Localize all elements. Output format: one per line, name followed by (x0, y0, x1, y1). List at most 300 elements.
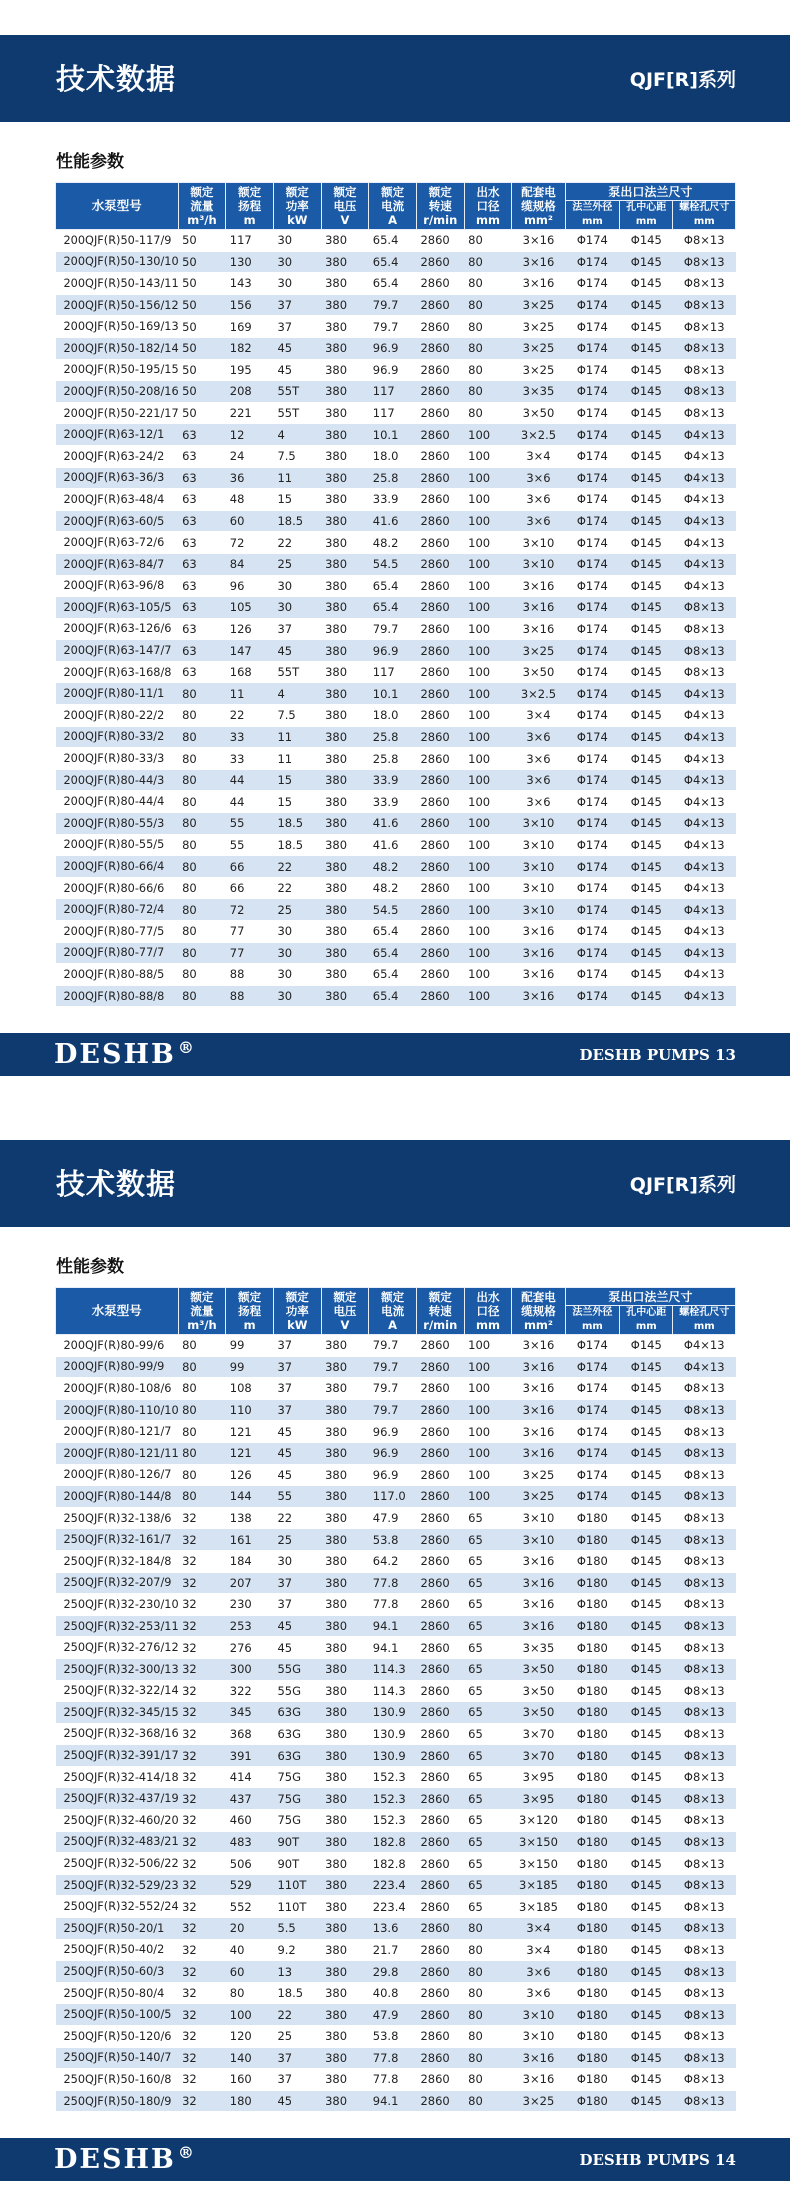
value-cell: 2860 (416, 553, 464, 575)
value-cell: Φ145 (620, 251, 673, 273)
value-cell: Φ174 (565, 683, 619, 705)
model-cell: 200QJF(R)80-11/1 (56, 683, 179, 705)
value-cell: 32 (178, 2026, 226, 2048)
value-cell: 138 (226, 1507, 274, 1529)
value-cell: 3×70 (512, 1723, 565, 1745)
header-model: 水泵型号 (56, 183, 179, 230)
value-cell: 80 (178, 705, 226, 727)
value-cell: 2860 (416, 1939, 464, 1961)
value-cell: 3×16 (512, 964, 565, 986)
table-row (56, 553, 736, 575)
table-row (56, 1853, 736, 1875)
value-cell: Φ4×13 (673, 489, 736, 511)
value-cell: 3×16 (512, 1572, 565, 1594)
model-cell: 200QJF(R)80-44/3 (56, 769, 179, 791)
table-row (56, 359, 736, 381)
header-cable: 配套电 缆规格 mm² (512, 183, 565, 230)
value-cell: 80 (178, 921, 226, 943)
value-cell: 80 (178, 1356, 226, 1378)
model-cell: 200QJF(R)50-130/10 (56, 251, 179, 273)
value-cell: 63 (178, 640, 226, 662)
value-cell: Φ174 (565, 445, 619, 467)
value-cell: 168 (226, 661, 274, 683)
value-cell: Φ174 (565, 273, 619, 295)
value-cell: 3×6 (512, 467, 565, 489)
value-cell: 18.5 (273, 834, 321, 856)
value-cell: 55T (273, 402, 321, 424)
top-margin (0, 1105, 790, 1140)
value-cell: Φ8×13 (673, 1723, 736, 1745)
table-row (56, 1486, 736, 1508)
value-cell: 2860 (416, 402, 464, 424)
value-cell: 105 (226, 597, 274, 619)
value-cell: 2860 (416, 1982, 464, 2004)
value-cell: 3×35 (512, 381, 565, 403)
value-cell: 80 (178, 813, 226, 835)
value-cell: Φ8×13 (673, 1918, 736, 1940)
value-cell: 45 (273, 1615, 321, 1637)
value-cell: 160 (226, 2069, 274, 2091)
value-cell: Φ145 (620, 575, 673, 597)
value-cell: 9.2 (273, 1939, 321, 1961)
table-row (56, 1399, 736, 1421)
value-cell: Φ145 (620, 2004, 673, 2026)
value-cell: Φ8×13 (673, 1550, 736, 1572)
value-cell: 3×16 (512, 597, 565, 619)
value-cell: Φ145 (620, 726, 673, 748)
table-row (56, 1637, 736, 1659)
value-cell: 156 (226, 294, 274, 316)
value-cell: 195 (226, 359, 274, 381)
model-cell: 200QJF(R)63-24/2 (56, 445, 179, 467)
value-cell: 90T (273, 1853, 321, 1875)
value-cell: Φ145 (620, 964, 673, 986)
model-cell: 200QJF(R)50-208/16 (56, 381, 179, 403)
value-cell: 380 (321, 424, 369, 446)
value-cell: Φ8×13 (673, 1486, 736, 1508)
value-cell: 5.5 (273, 1918, 321, 1940)
value-cell: Φ4×13 (673, 985, 736, 1007)
value-cell: 100 (464, 942, 512, 964)
value-cell: 100 (464, 1421, 512, 1443)
value-cell: 184 (226, 1550, 274, 1572)
page-title: 技术数据 (56, 62, 177, 96)
value-cell: 65 (464, 1810, 512, 1832)
value-cell: 380 (321, 294, 369, 316)
value-cell: 65 (464, 1529, 512, 1551)
model-cell: 250QJF(R)32-161/7 (56, 1529, 179, 1551)
header-hole_center: 孔中心距 mm (620, 1306, 673, 1335)
header-power: 额定 功率 kW (273, 1288, 321, 1335)
value-cell: 2860 (416, 2004, 464, 2026)
model-cell: 200QJF(R)80-66/6 (56, 877, 179, 899)
value-cell: 53.8 (369, 1529, 417, 1551)
value-cell: Φ8×13 (673, 1421, 736, 1443)
value-cell: 3×16 (512, 1356, 565, 1378)
table-row (56, 1658, 736, 1680)
value-cell: 45 (273, 1421, 321, 1443)
top-margin (0, 0, 790, 35)
value-cell: 32 (178, 1637, 226, 1659)
value-cell: Φ145 (620, 1745, 673, 1767)
value-cell: 380 (321, 877, 369, 899)
value-cell: Φ145 (620, 445, 673, 467)
value-cell: 15 (273, 489, 321, 511)
table-row (56, 1680, 736, 1702)
model-cell: 250QJF(R)32-230/10 (56, 1594, 179, 1616)
value-cell: 50 (178, 359, 226, 381)
value-cell: 3×6 (512, 726, 565, 748)
header-hole_center: 孔中心距 mm (620, 201, 673, 230)
value-cell: Φ8×13 (673, 1766, 736, 1788)
value-cell: 380 (321, 1507, 369, 1529)
value-cell: 37 (273, 1378, 321, 1400)
value-cell: 37 (273, 1594, 321, 1616)
table-row (56, 856, 736, 878)
value-cell: Φ174 (565, 489, 619, 511)
value-cell: 48.2 (369, 877, 417, 899)
value-cell: Φ8×13 (673, 294, 736, 316)
value-cell: 100 (464, 445, 512, 467)
value-cell: 65.4 (369, 942, 417, 964)
value-cell: 96.9 (369, 1464, 417, 1486)
value-cell: Φ8×13 (673, 1853, 736, 1875)
model-cell: 200QJF(R)50-221/17 (56, 402, 179, 424)
header-flange-group: 泵出口法兰尺寸 (565, 183, 735, 201)
value-cell: 380 (321, 1680, 369, 1702)
value-cell: 80 (464, 1918, 512, 1940)
header-flow: 额定 流量 m³/h (178, 1288, 226, 1335)
value-cell: 10.1 (369, 683, 417, 705)
model-cell: 250QJF(R)50-140/7 (56, 2047, 179, 2069)
value-cell: 63G (273, 1723, 321, 1745)
value-cell: 380 (321, 769, 369, 791)
value-cell: Φ8×13 (673, 1896, 736, 1918)
value-cell: 100 (464, 553, 512, 575)
header-flow: 额定 流量 m³/h (178, 183, 226, 230)
value-cell: 380 (321, 899, 369, 921)
value-cell: 3×10 (512, 834, 565, 856)
value-cell: Φ145 (620, 424, 673, 446)
table-row (56, 1961, 736, 1983)
value-cell: 3×4 (512, 705, 565, 727)
value-cell: 3×50 (512, 1702, 565, 1724)
value-cell: 25.8 (369, 467, 417, 489)
table-row (56, 964, 736, 986)
page-header (0, 35, 790, 122)
value-cell: 50 (178, 230, 226, 252)
value-cell: Φ145 (620, 769, 673, 791)
value-cell: 2860 (416, 2047, 464, 2069)
value-cell: 48.2 (369, 856, 417, 878)
value-cell: Φ145 (620, 2090, 673, 2112)
value-cell: 48.2 (369, 532, 417, 554)
value-cell: Φ4×13 (673, 553, 736, 575)
value-cell: Φ4×13 (673, 813, 736, 835)
table-row (56, 510, 736, 532)
value-cell: Φ145 (620, 1356, 673, 1378)
value-cell: 65.4 (369, 921, 417, 943)
header-current: 额定 电流 A (369, 183, 417, 230)
value-cell: 380 (321, 2026, 369, 2048)
value-cell: Φ4×13 (673, 424, 736, 446)
table-row (56, 424, 736, 446)
value-cell: 380 (321, 532, 369, 554)
value-cell: Φ8×13 (673, 1788, 736, 1810)
value-cell: 143 (226, 273, 274, 295)
value-cell: 2860 (416, 532, 464, 554)
value-cell: Φ180 (565, 1918, 619, 1940)
value-cell: 3×16 (512, 1335, 565, 1357)
table-row (56, 705, 736, 727)
value-cell: 380 (321, 1637, 369, 1659)
value-cell: 2860 (416, 1421, 464, 1443)
value-cell: 80 (464, 1982, 512, 2004)
value-cell: 2860 (416, 1658, 464, 1680)
value-cell: 380 (321, 1853, 369, 1875)
value-cell: 223.4 (369, 1896, 417, 1918)
value-cell: Φ8×13 (673, 2004, 736, 2026)
value-cell: 30 (273, 921, 321, 943)
value-cell: 75G (273, 1810, 321, 1832)
value-cell: Φ145 (620, 1399, 673, 1421)
value-cell: 380 (321, 748, 369, 770)
value-cell: 80 (464, 230, 512, 252)
value-cell: 2860 (416, 230, 464, 252)
table-row (56, 1745, 736, 1767)
table-row (56, 2047, 736, 2069)
value-cell: 2860 (416, 597, 464, 619)
value-cell: 380 (321, 1982, 369, 2004)
table-header (56, 183, 736, 230)
value-cell: 33.9 (369, 769, 417, 791)
value-cell: Φ145 (620, 1335, 673, 1357)
value-cell: Φ145 (620, 942, 673, 964)
header-cable: 配套电 缆规格 mm² (512, 1288, 565, 1335)
value-cell: 63 (178, 553, 226, 575)
value-cell: 25.8 (369, 726, 417, 748)
value-cell: 79.7 (369, 1378, 417, 1400)
value-cell: 100 (464, 683, 512, 705)
value-cell: 100 (464, 661, 512, 683)
page-title: 技术数据 (56, 1167, 177, 1201)
value-cell: 152.3 (369, 1766, 417, 1788)
value-cell: Φ8×13 (673, 1615, 736, 1637)
value-cell: 3×10 (512, 813, 565, 835)
value-cell: Φ174 (565, 899, 619, 921)
value-cell: Φ145 (620, 1896, 673, 1918)
table-row (56, 230, 736, 252)
value-cell: Φ145 (620, 661, 673, 683)
header-outlet: 出水 口径 mm (464, 1288, 512, 1335)
value-cell: Φ4×13 (673, 877, 736, 899)
value-cell: 2860 (416, 640, 464, 662)
value-cell: Φ145 (620, 640, 673, 662)
model-cell: 200QJF(R)80-33/2 (56, 726, 179, 748)
value-cell: Φ174 (565, 251, 619, 273)
value-cell: Φ145 (620, 402, 673, 424)
value-cell: 100 (464, 575, 512, 597)
value-cell: 2860 (416, 1702, 464, 1724)
value-cell: Φ174 (565, 1442, 619, 1464)
value-cell: Φ174 (565, 769, 619, 791)
table-row (56, 877, 736, 899)
table-row (56, 1723, 736, 1745)
value-cell: 22 (273, 2004, 321, 2026)
value-cell: 32 (178, 1896, 226, 1918)
value-cell: 380 (321, 1572, 369, 1594)
value-cell: Φ8×13 (673, 1702, 736, 1724)
value-cell: 2860 (416, 381, 464, 403)
value-cell: 391 (226, 1745, 274, 1767)
value-cell: 72 (226, 899, 274, 921)
model-cell: 250QJF(R)32-184/8 (56, 1550, 179, 1572)
value-cell: 182.8 (369, 1831, 417, 1853)
value-cell: 80 (178, 1378, 226, 1400)
model-cell: 200QJF(R)63-105/5 (56, 597, 179, 619)
value-cell: 2860 (416, 964, 464, 986)
value-cell: 3×185 (512, 1896, 565, 1918)
value-cell: 110 (226, 1399, 274, 1421)
value-cell: 3×16 (512, 1399, 565, 1421)
model-cell: 200QJF(R)80-55/3 (56, 813, 179, 835)
value-cell: 3×25 (512, 337, 565, 359)
value-cell: 80 (178, 748, 226, 770)
value-cell: Φ4×13 (673, 575, 736, 597)
value-cell: Φ174 (565, 532, 619, 554)
value-cell: 117.0 (369, 1486, 417, 1508)
value-cell: 37 (273, 618, 321, 640)
value-cell: 2860 (416, 1723, 464, 1745)
value-cell: Φ8×13 (673, 1464, 736, 1486)
value-cell: 65 (464, 1896, 512, 1918)
value-cell: 32 (178, 1572, 226, 1594)
value-cell: 3×25 (512, 640, 565, 662)
value-cell: 65 (464, 1874, 512, 1896)
value-cell: 182 (226, 337, 274, 359)
value-cell: Φ8×13 (673, 1572, 736, 1594)
value-cell: Φ174 (565, 337, 619, 359)
value-cell: 130 (226, 251, 274, 273)
value-cell: 88 (226, 964, 274, 986)
value-cell: 2860 (416, 1831, 464, 1853)
table-row (56, 1507, 736, 1529)
table-row (56, 791, 736, 813)
table-row (56, 489, 736, 511)
value-cell: 65 (464, 1594, 512, 1616)
value-cell: Φ180 (565, 1853, 619, 1875)
value-cell: Φ4×13 (673, 899, 736, 921)
value-cell: Φ145 (620, 1874, 673, 1896)
value-cell: 100 (464, 856, 512, 878)
value-cell: 2860 (416, 769, 464, 791)
value-cell: 380 (321, 1723, 369, 1745)
value-cell: 117 (369, 402, 417, 424)
value-cell: Φ174 (565, 553, 619, 575)
table-row (56, 1594, 736, 1616)
value-cell: 230 (226, 1594, 274, 1616)
table-row (56, 445, 736, 467)
value-cell: 65 (464, 1637, 512, 1659)
model-cell: 200QJF(R)63-48/4 (56, 489, 179, 511)
value-cell: 37 (273, 1356, 321, 1378)
table-row (56, 532, 736, 554)
value-cell: 77.8 (369, 2047, 417, 2069)
value-cell: Φ145 (620, 510, 673, 532)
value-cell: Φ145 (620, 985, 673, 1007)
value-cell: 79.7 (369, 294, 417, 316)
value-cell: 80 (464, 273, 512, 295)
value-cell: Φ174 (565, 359, 619, 381)
value-cell: Φ180 (565, 1939, 619, 1961)
value-cell: 223.4 (369, 1874, 417, 1896)
value-cell: Φ8×13 (673, 2069, 736, 2091)
model-cell: 200QJF(R)80-66/4 (56, 856, 179, 878)
value-cell: Φ145 (620, 748, 673, 770)
value-cell: 50 (178, 273, 226, 295)
model-cell: 200QJF(R)63-96/8 (56, 575, 179, 597)
value-cell: Φ145 (620, 856, 673, 878)
value-cell: 45 (273, 1637, 321, 1659)
value-cell: 65 (464, 1831, 512, 1853)
value-cell: 53.8 (369, 2026, 417, 2048)
value-cell: 380 (321, 251, 369, 273)
value-cell: 100 (464, 1356, 512, 1378)
value-cell: Φ145 (620, 553, 673, 575)
value-cell: 48 (226, 489, 274, 511)
value-cell: Φ180 (565, 1702, 619, 1724)
value-cell: 2860 (416, 1788, 464, 1810)
value-cell: 2860 (416, 510, 464, 532)
value-cell: 152.3 (369, 1788, 417, 1810)
value-cell: Φ145 (620, 1831, 673, 1853)
value-cell: 2860 (416, 359, 464, 381)
value-cell: Φ180 (565, 2090, 619, 2112)
value-cell: Φ145 (620, 1702, 673, 1724)
value-cell: 100 (464, 813, 512, 835)
value-cell: Φ145 (620, 1442, 673, 1464)
value-cell: 54.5 (369, 899, 417, 921)
value-cell: 80 (464, 316, 512, 338)
catalog-page-14 (0, 1105, 790, 2210)
value-cell: Φ4×13 (673, 856, 736, 878)
value-cell: Φ145 (620, 1464, 673, 1486)
value-cell: 3×16 (512, 575, 565, 597)
value-cell: Φ174 (565, 597, 619, 619)
value-cell: 36 (226, 467, 274, 489)
value-cell: 3×25 (512, 1486, 565, 1508)
value-cell: 3×2.5 (512, 424, 565, 446)
value-cell: Φ180 (565, 1658, 619, 1680)
value-cell: 33.9 (369, 489, 417, 511)
header-flange-group: 泵出口法兰尺寸 (565, 1288, 735, 1306)
value-cell: 2860 (416, 467, 464, 489)
model-cell: 200QJF(R)80-33/3 (56, 748, 179, 770)
value-cell: 2860 (416, 985, 464, 1007)
value-cell: 2860 (416, 683, 464, 705)
value-cell: 3×50 (512, 1680, 565, 1702)
header-bolt_hole: 螺栓孔尺寸 mm (673, 201, 736, 230)
model-cell: 250QJF(R)32-506/22 (56, 1853, 179, 1875)
header-speed: 额定 转速 r/min (416, 1288, 464, 1335)
value-cell: 2860 (416, 424, 464, 446)
value-cell: 380 (321, 2090, 369, 2112)
table-row (56, 1874, 736, 1896)
value-cell: 3×16 (512, 1378, 565, 1400)
value-cell: 80 (178, 1335, 226, 1357)
value-cell: Φ8×13 (673, 1961, 736, 1983)
value-cell: 55G (273, 1680, 321, 1702)
